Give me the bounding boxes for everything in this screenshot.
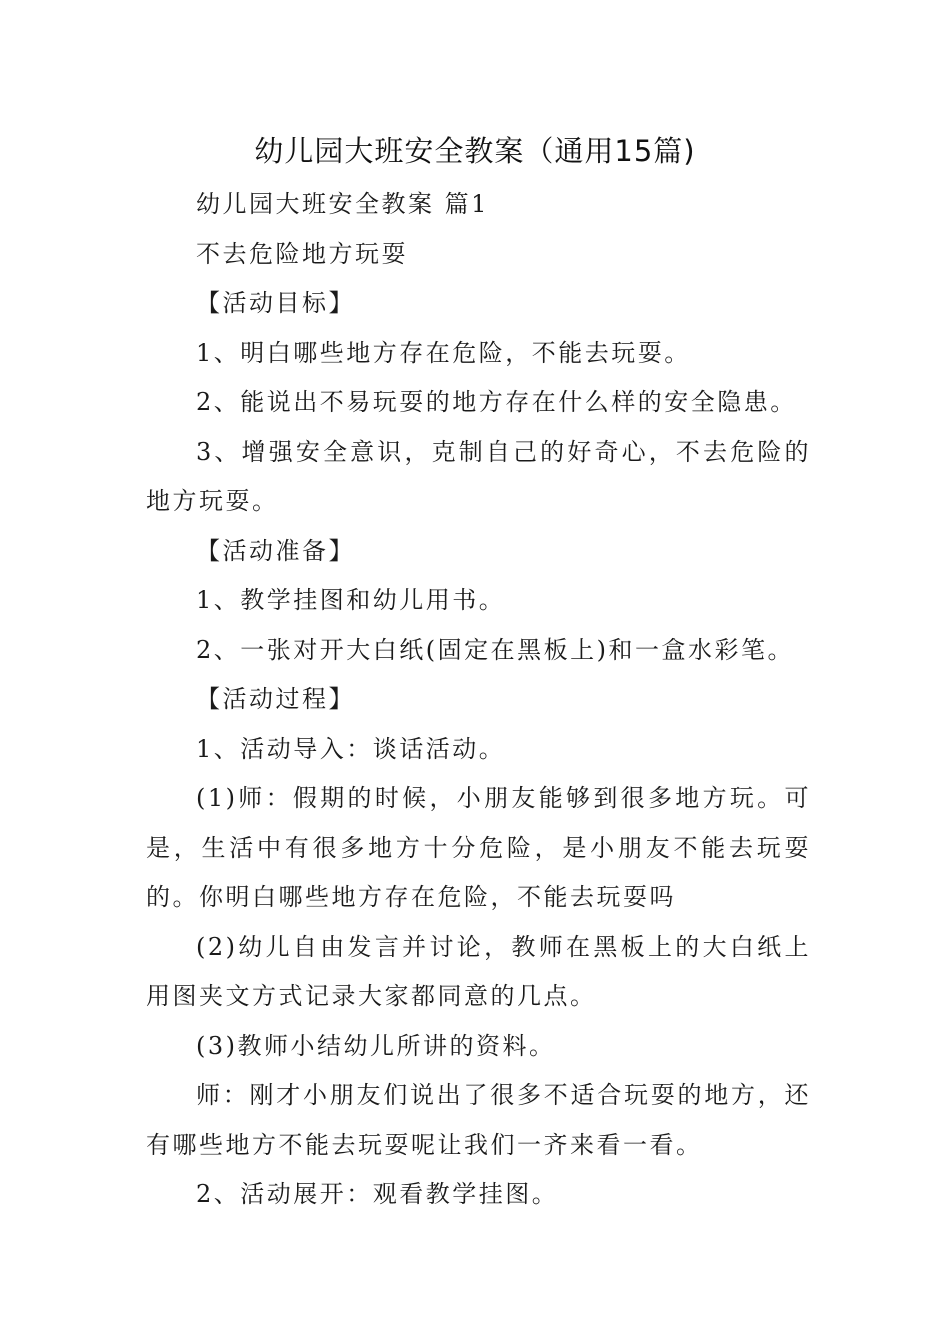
preparation-item: 1、教学挂图和幼儿用书。 (196, 586, 506, 614)
process-substep: (2)幼儿自由发言并讨论，教师在黑板上的大白纸上用图夹文方式记录大家都同意的几点。 (146, 932, 811, 1010)
document-title: 幼儿园大班安全教案（通用15篇) (254, 134, 696, 168)
process-step: 2、活动展开：观看教学挂图。 (196, 1180, 559, 1208)
goal-item: 1、明白哪些地方存在危险，不能去玩耍。 (196, 338, 691, 367)
goal-item: 3、增强安全意识，克制自己的好奇心，不去危险的地方玩耍。 (146, 437, 811, 515)
section-heading: 幼儿园大班安全教案 篇1 (196, 190, 489, 218)
process-step: 1、活动导入：谈话活动。 (196, 734, 506, 763)
process-substep: (3)教师小结幼儿所讲的资料。 (196, 1031, 556, 1060)
preparation-item: 2、一张对开大白纸(固定在黑板上)和一盒水彩笔。 (196, 635, 794, 664)
section-label-preparation: 【活动准备】 (196, 536, 355, 565)
process-substep: (1)师：假期的时候，小朋友能够到很多地方玩。可是，生活中有很多地方十分危险，是小朋友不能去玩耍的。你明白哪些地方存在危险，不能去玩耍吗 (146, 784, 811, 911)
teacher-remark: 师：刚才小朋友们说出了很多不适合玩耍的地方，还有哪些地方不能去玩耍呢让我们一齐来看一看。 (146, 1081, 811, 1159)
section-label-process: 【活动过程】 (196, 685, 355, 713)
lesson-title: 不去危险地方玩耍 (196, 239, 408, 268)
section-label-goals: 【活动目标】 (196, 289, 355, 317)
goal-item: 2、能说出不易玩耍的地方存在什么样的安全隐患。 (196, 388, 797, 416)
document-body (146, 180, 811, 1220)
